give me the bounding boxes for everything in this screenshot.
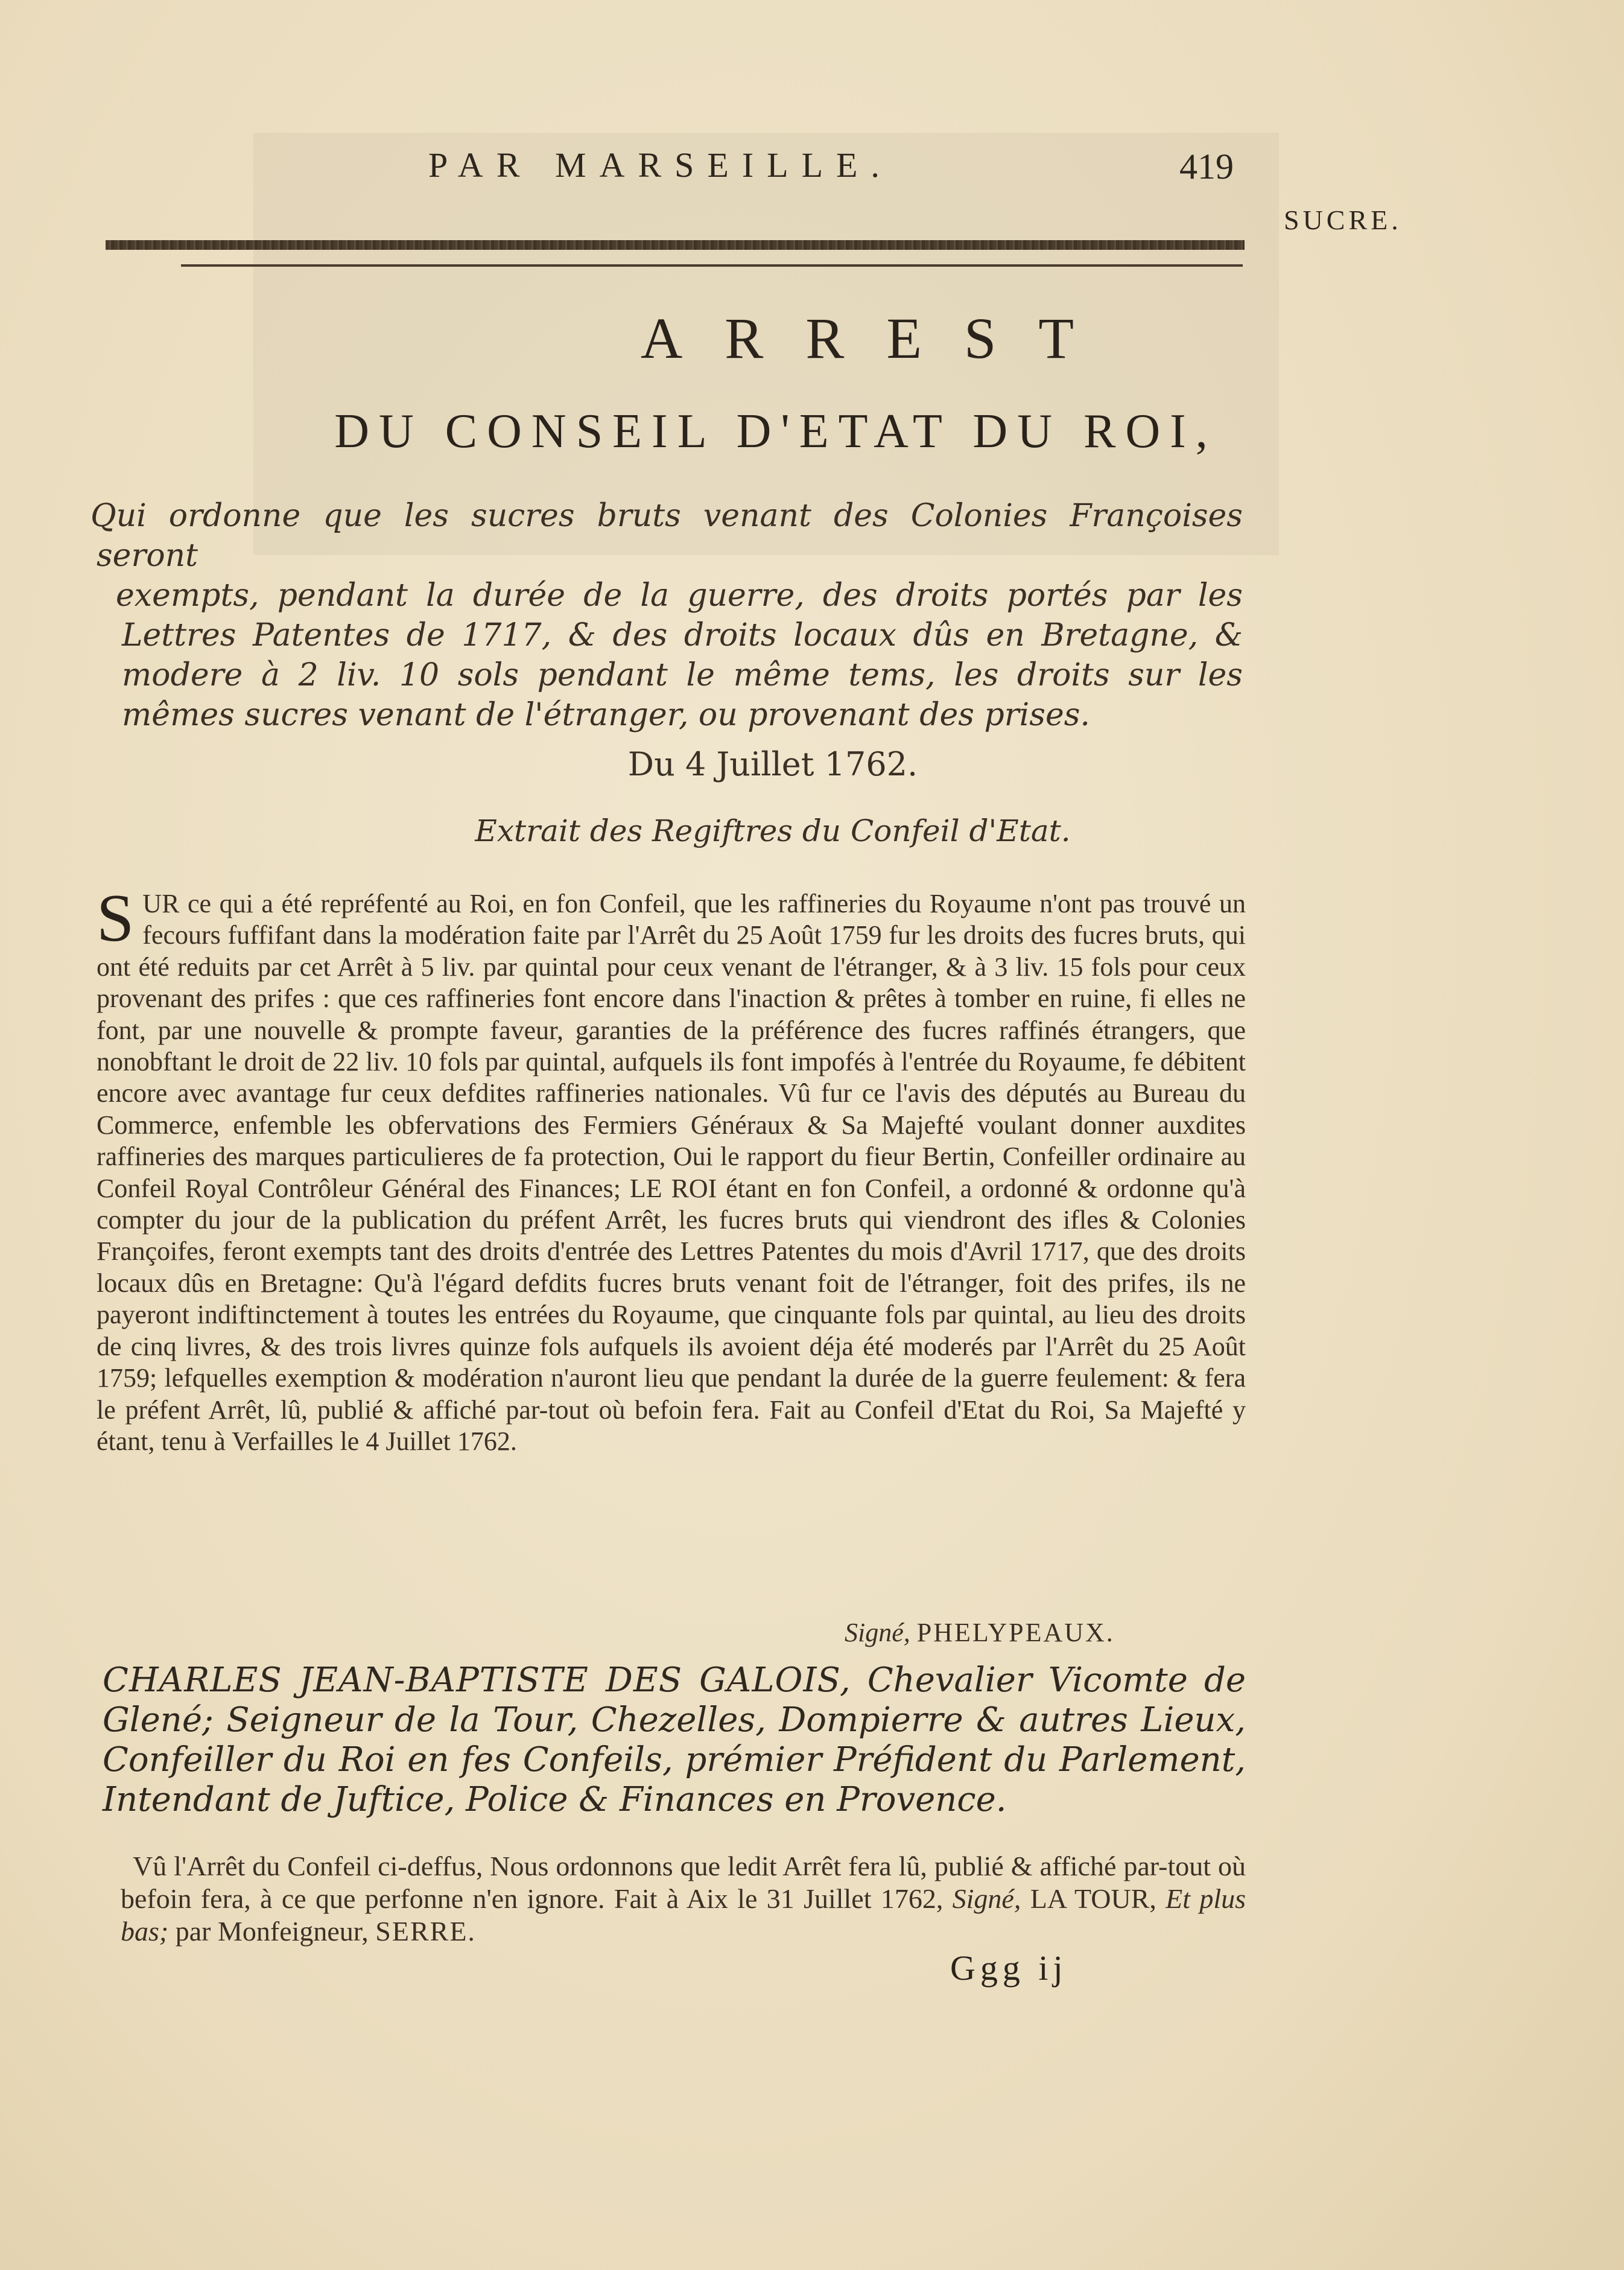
margin-note: SUCRE.	[1284, 205, 1402, 235]
ordinance-text: Chevalier Vicomte de Glené; Seigneur de la Tour, Chezelles, Dompierre & autres Lieux, Confeiller du Roi en fes Confeils, prémier Préfident du Parlement, Intendant de Juftice, Police & Finances en Provence.	[103, 1661, 1246, 1819]
signature-line	[845, 1617, 1115, 1648]
summary-paragraph	[90, 496, 1243, 735]
vu-countersigner: SERRE.	[375, 1916, 476, 1947]
vu-paragraph	[121, 1850, 1246, 1948]
header-rule-thick	[106, 240, 1245, 250]
vu-tail: par Monfeigneur,	[175, 1916, 369, 1947]
date-line: Du 4 Juillet 1762.	[627, 745, 918, 783]
ordinance-name: CHARLES JEAN-BAPTISTE DES GALOIS,	[103, 1661, 851, 1700]
body-text: UR ce qui a été repréfenté au Roi, en fon Confeil, que les raffineries du Royaume n'ont pas trouvé un fecours fuffifant dans la modération faite par l'Arrêt du 25 Août 1759 fur les droits des fucres bruts, qui ont été reduits par cet Arrêt à 5 liv. par quintal pour ceux venant de l'étranger, & à 3 liv. 15 fols pour ceux provenant des prifes : que ces raffineries font encore dans l'inaction & prêtes à tomber en ruine, fi elles ne font, par une nouvelle & prompte faveur, garanties de la préférence des fucres raffinés étrangers, que nonobftant le droit de 22 liv. 10 fols par quintal, aufquels ils font impofés à l'entrée du Royaume, fe débitent encore avec avantage fur ceux defdites raffineries nationales. Vû fur ce l'avis des députés au Bureau du Commerce, enfemble les obfervations des Fermiers Généraux & Sa Majefté voulant donner auxdites raffineries des marques particulieres de fa protection, Oui le rapport du fieur Bertin, Confeiller ordinaire au Confeil Royal Contrôleur Général des Finances; LE ROI étant en fon Confeil, a ordonné & ordonne qu'à compter du jour de la publication du préfent Arrêt, les fucres bruts qui viendront des ifles & Colonies Françoifes, feront exempts tant des droits d'entrée des Lettres Patentes du mois d'Avril 1717, que des droits locaux dûs en Bretagne: Qu'à l'égard defdits fucres bruts venant foit de l'étranger, foit des prifes, ils ne payeront indiftinctement à toutes les entrées du Royaume, que cinquante fols par quintal, au lieu des droits de cinq livres, & des trois livres quinze fols aufquels ils avoient déja été moderés par l'Arrêt du 25 Août 1759; lefquelles exemption & modération n'auront lieu que pendant la durée de la guerre feulement: & fera le préfent Arrêt, lû, publié & affiché par-tout où befoin fera. Fait au Confeil d'Etat du Roi, Sa Majefté y étant, tenu à Verfailles le 4 Juillet 1762.	[97, 889, 1246, 1456]
ordinance-paragraph	[103, 1661, 1246, 1820]
running-head: PAR MARSEILLE.	[428, 145, 893, 185]
summary-first-line: Qui ordonne que les sucres bruts venant des Colonies Françoises seront	[90, 498, 1243, 574]
extract-line: Extrait des Regiftres du Confeil d'Etat.	[475, 813, 1071, 848]
vu-signe-label: Signé,	[952, 1883, 1021, 1914]
heading-conseil: DU CONSEIL D'ETAT DU ROI,	[334, 405, 1217, 458]
signature-prefix: Signé,	[845, 1618, 910, 1647]
signature-name: PHELYPEAUX.	[916, 1618, 1115, 1647]
summary-continuation: exempts, pendant la durée de la guerre, des droits portés par les Lettres Patentes de 1717, & des droits locaux dûs en Bretagne, & modere à 2 liv. 10 sols pendant le même tems, les droits sur les mêmes sucres venant de l'étranger, ou provenant des prises.	[116, 577, 1243, 733]
signature-mark: Ggg ij	[950, 1948, 1068, 1988]
vu-signer: LA TOUR,	[1030, 1883, 1156, 1914]
vu-text: Vû l'Arrêt du Confeil ci-deffus, Nous ordonnons que ledit Arrêt fera lû, publié & affiché par-tout où befoin fera, à ce que perfonne n'en ignore. Fait à Aix le 31 Juillet 1762,	[121, 1851, 1246, 1914]
drop-cap: S	[97, 881, 135, 956]
body-paragraph	[97, 881, 1246, 1457]
heading-arrest: ARREST	[640, 306, 1117, 370]
vu-plus-bas: Et plus bas;	[121, 1883, 1246, 1947]
page-number: 419	[1179, 147, 1234, 186]
header-rule-thin	[181, 264, 1243, 267]
